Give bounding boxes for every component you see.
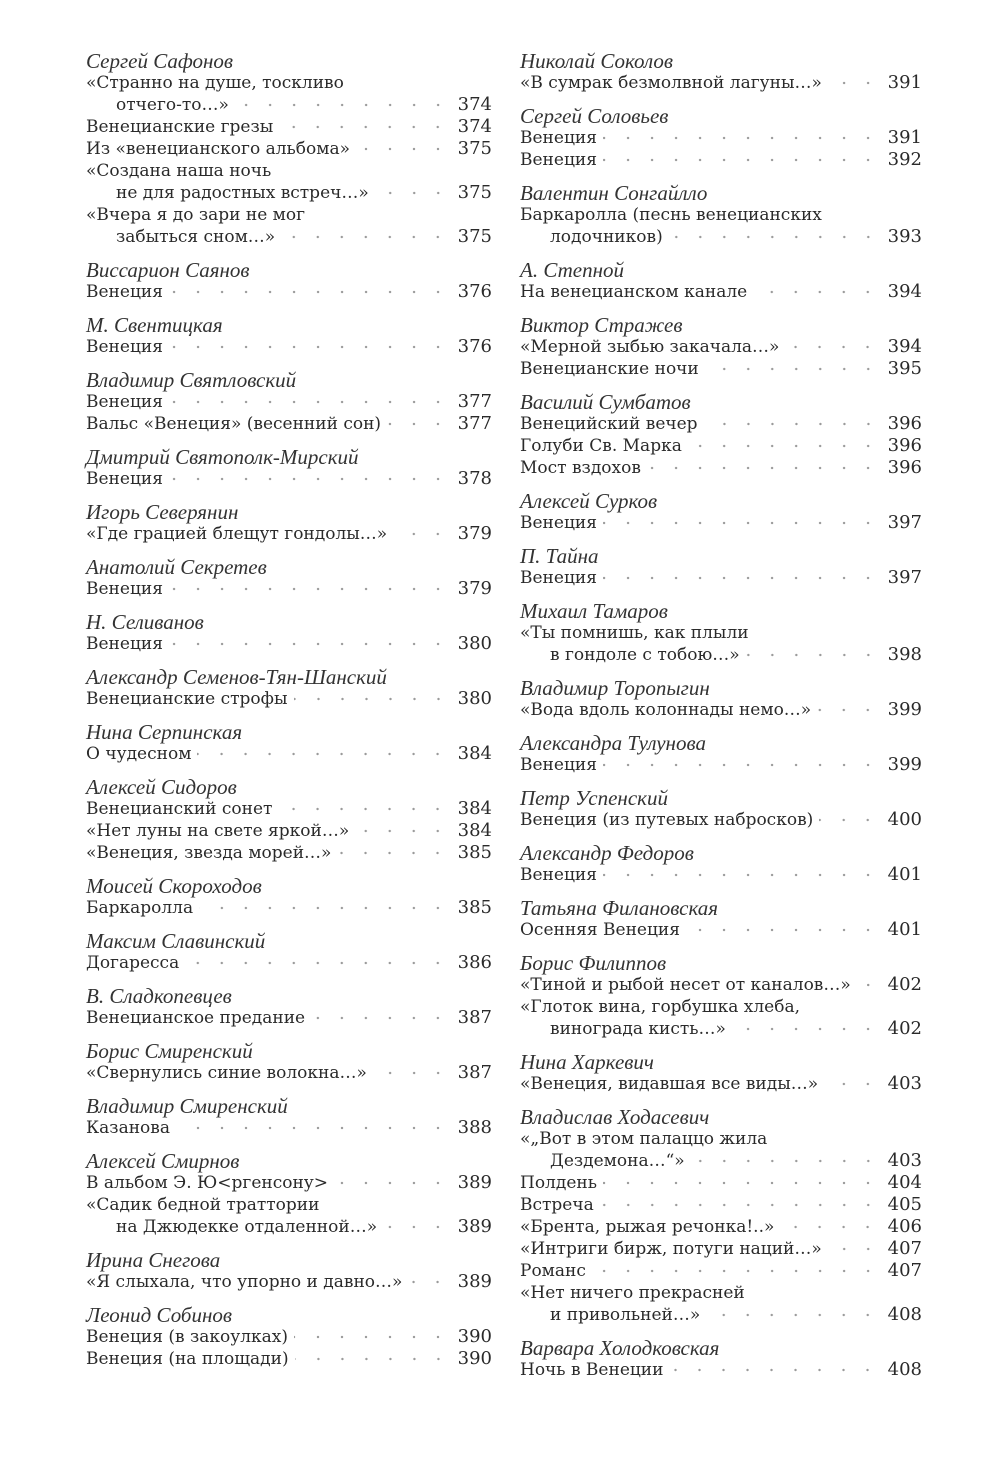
entry-title: «Мерной зыбью закачала…» [520,337,780,357]
toc-entry[interactable] [520,1282,922,1326]
dot-leader [705,365,880,373]
entry-title: Венеция [86,634,163,654]
entry-title: «Тиной и рыбой несет от каналов…» [520,975,851,995]
page-number: 377 [457,391,492,412]
entry-title: «Венеция, звезда морей…» [86,843,332,863]
entry-title-line: «Нет ничего прекрасней [520,1283,745,1303]
page-number: 396 [887,435,922,456]
author-name: Василий Сумбатов [520,390,691,414]
dot-leader [828,79,880,87]
dot-leader [279,123,450,131]
author-name: Петр Успенский [520,786,668,810]
toc-entry[interactable] [86,688,492,710]
dot-leader [603,871,880,879]
page-number: 380 [457,633,492,654]
toc-entry[interactable] [520,974,922,996]
page-number: 377 [457,413,492,434]
page-number: 403 [887,1073,922,1094]
toc-entry[interactable] [520,699,922,721]
entry-title: Полдень [520,1173,597,1193]
toc-entry[interactable] [86,413,492,435]
entry-title: Венеция (на площади) [86,1349,289,1369]
dot-leader [603,761,880,769]
dot-leader [819,816,880,824]
page-number: 401 [887,864,922,885]
entry-title: Венеция (в закоулках) [86,1327,288,1347]
entry-title: Венеция [86,469,163,489]
entry-title: винограда кисть…» [550,1019,726,1039]
page-number: 394 [887,336,922,357]
author-name: М. Свентицкая [86,313,223,337]
author-name: Н. Селиванов [86,610,204,634]
author-name: Игорь Северянин [86,500,239,524]
author-name: В. Сладкопевцев [86,984,232,1008]
entry-title: Дездемона…“» [550,1151,685,1171]
author-name: Владимир Смиренский [86,1094,288,1118]
page-number: 408 [887,1359,922,1380]
entry-title: Венецианские ночи [520,359,699,379]
entry-title: Осенняя Венеция [520,920,680,940]
entry-title: Венеция [520,128,597,148]
entry-title: Вальс «Венеция» (весенний сон) [86,414,382,434]
toc-entry[interactable] [520,864,922,886]
entry-title-line: «Глоток вина, горбушка хлеба, [520,997,800,1017]
dot-leader [334,1179,450,1187]
toc-entry[interactable] [520,1172,922,1194]
dot-leader [383,1223,450,1231]
page-number: 392 [887,149,922,170]
entry-title: Голуби Св. Марка [520,436,682,456]
page-number: 400 [887,809,922,830]
page-number: 389 [457,1271,492,1292]
page-number: 405 [887,1194,922,1215]
entry-title-line: «Вчера я до зари не мог [86,205,306,225]
toc-entry[interactable] [86,391,492,413]
author-name: Татьяна Филановская [520,896,719,920]
entry-title: «Где грацией блещут гондолы…» [86,524,388,544]
toc-column-right [520,50,922,1381]
entry-title: «Вода вдоль колоннады немо…» [520,700,812,720]
entry-title: «Венеция, видавшая все виды…» [520,1074,819,1094]
entry-title: «Я слыхала, что упорно и давно…» [86,1272,403,1292]
dot-leader [176,1124,450,1132]
toc-entry[interactable] [86,578,492,600]
entry-title: и привольней…» [550,1305,701,1325]
entry-title: Венеция [86,579,163,599]
dot-leader [393,530,450,538]
page-number: 407 [887,1238,922,1259]
entry-title: Из «венецианского альбома» [86,139,350,159]
dot-leader [169,398,450,406]
toc-entry[interactable] [86,633,492,655]
entry-title: не для радостных встреч…» [116,183,369,203]
entry-title-line: «Садик бедной траттории [86,1195,320,1215]
author-name: Виссарион Саянов [86,258,250,282]
dot-leader [278,805,450,813]
dot-leader [603,519,880,527]
author-name: Варвара Холодковская [520,1336,720,1360]
author-name: Ирина Снегова [86,1248,221,1272]
page-number: 395 [887,358,922,379]
dot-leader [294,1333,450,1341]
dot-leader [337,849,450,857]
dot-leader [686,926,880,934]
toc-entry[interactable] [86,523,492,545]
entry-title: забыться сном…» [116,227,276,247]
entry-title: «Нет луны на свете яркой…» [86,821,350,841]
toc-entry[interactable] [520,1216,922,1238]
entry-title: Венецийский вечер [520,414,698,434]
entry-title: Венеция [520,755,597,775]
dot-leader [603,134,880,142]
entry-title: Венеция [520,568,597,588]
toc-entry[interactable] [520,1073,922,1095]
entry-title: Венеция [520,865,597,885]
toc-column-left [86,50,492,1370]
author-name: Нина Харкевич [520,1050,654,1074]
dot-leader [373,1069,450,1077]
dot-leader [824,1080,880,1088]
entry-title: Венеция [520,513,597,533]
entry-title: Венецианское предание [86,1008,306,1028]
entry-title: «Брента, рыжая речонка!..» [520,1217,775,1237]
dot-leader [169,475,450,483]
page-number: 374 [457,116,492,137]
toc-entry[interactable] [86,1117,492,1139]
toc-entry[interactable] [86,1348,492,1370]
entry-title: «Свернулись синие волокна…» [86,1063,367,1083]
page-number: 375 [457,138,492,159]
page-number: 397 [887,567,922,588]
toc-entry[interactable] [86,1194,492,1238]
dot-leader [780,1223,880,1231]
page-number: 393 [887,226,922,247]
entry-title-line: Баркаролла (песнь венецианских [520,205,822,225]
dot-leader [169,343,450,351]
dot-leader [785,343,880,351]
toc-entry[interactable] [86,1326,492,1348]
author-name: Сергей Соловьев [520,104,669,128]
page-number: 396 [887,457,922,478]
entry-title: Казанова [86,1118,170,1138]
dot-leader [603,156,880,164]
toc-entry[interactable] [86,820,492,842]
author-name: Дмитрий Святополк-Мирский [86,445,359,469]
toc-entry[interactable] [520,567,922,589]
entry-title: Венецианские строфы [86,689,288,709]
author-name: Александр Семенов-Тян-Шанский [86,665,387,689]
dot-leader [592,1267,880,1275]
page-number: 391 [887,72,922,93]
dot-leader [600,1201,880,1209]
author-name: Валентин Сонгайлло [520,181,708,205]
toc-entry[interactable] [520,1194,922,1216]
author-name: Моисей Скороходов [86,874,262,898]
page-number: 378 [457,468,492,489]
entry-title-line: «Ты помнишь, как плыли [520,623,749,643]
page-number: 402 [887,974,922,995]
dot-leader [817,706,880,714]
dot-leader [828,1245,880,1253]
author-name: Александра Тулунова [520,731,706,755]
page-number: 391 [887,127,922,148]
entry-title: О чудесном [86,744,192,764]
toc-entry[interactable] [520,457,922,479]
page-number: 376 [457,336,492,357]
toc-entry[interactable] [520,622,922,666]
entry-title: Баркаролла [86,898,194,918]
toc-entry[interactable] [86,1172,492,1194]
dot-leader [375,189,450,197]
page-number: 394 [887,281,922,302]
entry-title: Догаресса [86,953,180,973]
entry-title-line: «Создана наша ночь [86,161,272,181]
toc-entry[interactable] [520,281,922,303]
author-name: Николай Соколов [520,49,674,73]
author-name: Владимир Торопыгин [520,676,710,700]
toc-entry[interactable] [86,798,492,820]
entry-title: Венеция [86,337,163,357]
page-number: 408 [887,1304,922,1325]
dot-leader [688,442,880,450]
dot-leader [355,827,450,835]
toc-entry[interactable] [520,512,922,534]
toc-entry[interactable] [520,336,922,358]
author-name: Анатолий Секретев [86,555,267,579]
dot-leader [311,1014,450,1022]
toc-entry[interactable] [520,1359,922,1381]
page-number: 397 [887,512,922,533]
page-number: 399 [887,754,922,775]
page-number: 398 [887,644,922,665]
page-number: 387 [457,1062,492,1083]
toc-entry[interactable] [86,204,492,248]
toc-entry[interactable] [520,413,922,435]
author-name: Владислав Ходасевич [520,1105,710,1129]
page-number: 387 [457,1007,492,1028]
page-number: 402 [887,1018,922,1039]
dot-leader [732,1025,880,1033]
entry-title: Венеция [86,392,163,412]
page-number: 390 [457,1348,492,1369]
dot-leader [706,1311,880,1319]
page-number: 386 [457,952,492,973]
toc-entry[interactable] [520,204,922,248]
page-number: 379 [457,578,492,599]
entry-title: В альбом Э. Ю<ргенсону> [86,1173,329,1193]
dot-leader [295,1355,450,1363]
entry-title: На венецианском канале [520,282,748,302]
entry-title: Венецианский сонет [86,799,273,819]
author-name: Владимир Святловский [86,368,297,392]
page-number: 406 [887,1216,922,1237]
toc-entry[interactable] [86,1062,492,1084]
dot-leader [704,420,880,428]
entry-title: отчего-то…» [116,95,229,115]
author-name: Нина Серпинская [86,720,243,744]
dot-leader [235,101,450,109]
toc-entry[interactable] [520,149,922,171]
toc-entry[interactable] [520,996,922,1040]
author-name: Алексей Сурков [520,489,658,513]
page-number: 396 [887,413,922,434]
dot-leader [356,145,450,153]
dot-leader [857,981,880,989]
dot-leader [169,288,450,296]
author-name: Михаил Тамаров [520,599,668,623]
toc-entry[interactable] [520,919,922,941]
page-number: 389 [457,1172,492,1193]
entry-title: «В сумрак безмолвной лагуны…» [520,73,822,93]
entry-title: Венеция [520,150,597,170]
toc-entry[interactable] [86,952,492,974]
toc-entry[interactable] [520,72,922,94]
entry-title: Венеция (из путевых набросков) [520,810,814,830]
toc-entry[interactable] [520,358,922,380]
entry-title: Венецианские грезы [86,117,274,137]
author-name: Александр Федоров [520,841,694,865]
dot-leader [185,959,450,967]
entry-title: Мост вздохов [520,458,641,478]
toc-entry[interactable] [520,1260,922,1282]
author-name: А. Степной [520,258,625,282]
entry-title: «Интриги бирж, потуги наций…» [520,1239,822,1259]
author-name: Алексей Смирнов [86,1149,240,1173]
dot-leader [169,640,450,648]
page-number: 384 [457,798,492,819]
page-number: 380 [457,688,492,709]
toc-entry[interactable] [520,1128,922,1172]
toc-entry[interactable] [86,743,492,765]
entry-title-line: «„Вот в этом палаццо жила [520,1129,768,1149]
page-number: 389 [457,1216,492,1237]
dot-leader [294,695,451,703]
toc-entry[interactable] [520,435,922,457]
page-number: 388 [457,1117,492,1138]
dot-leader [669,233,880,241]
dot-leader [746,651,880,659]
page-number: 375 [457,182,492,203]
page-number: 384 [457,820,492,841]
page-number: 390 [457,1326,492,1347]
author-name: Борис Смиренский [86,1039,253,1063]
dot-leader [199,904,450,912]
dot-leader [647,464,880,472]
author-name: Максим Славинский [86,929,266,953]
entry-title: лодочников) [550,227,663,247]
author-name: Леонид Собинов [86,1303,233,1327]
page-number: 403 [887,1150,922,1171]
page-number: 376 [457,281,492,302]
toc-entry[interactable] [86,897,492,919]
dot-leader [387,420,450,428]
toc-entry[interactable] [86,281,492,303]
dot-leader [603,574,880,582]
page-number: 404 [887,1172,922,1193]
entry-title: Романс [520,1261,586,1281]
toc-entry[interactable] [520,754,922,776]
dot-leader [197,750,450,758]
entry-title: на Джюдекке отдаленной…» [116,1217,378,1237]
dot-leader [603,1179,880,1187]
author-name: П. Тайна [520,544,599,568]
page-number: 399 [887,699,922,720]
toc-entry[interactable] [86,336,492,358]
entry-title: Встреча [520,1195,594,1215]
author-name: Виктор Стражев [520,313,683,337]
toc-entry[interactable] [86,1271,492,1293]
toc-entry[interactable] [86,138,492,160]
entry-title: в гондоле с тобою…» [550,645,740,665]
dot-leader [408,1278,450,1286]
entry-title: Ночь в Венеции [520,1360,664,1380]
dot-leader [169,585,450,593]
author-name: Сергей Сафонов [86,49,234,73]
toc-entry[interactable] [86,1007,492,1029]
toc-entry[interactable] [86,116,492,138]
page-number: 385 [457,897,492,918]
dot-leader [281,233,450,241]
page-number: 379 [457,523,492,544]
toc-entry[interactable] [86,160,492,204]
page-number: 407 [887,1260,922,1281]
toc-entry[interactable] [520,1238,922,1260]
page-number: 384 [457,743,492,764]
entry-title: Венеция [86,282,163,302]
page-number: 374 [457,94,492,115]
page-number: 385 [457,842,492,863]
dot-leader [691,1157,880,1165]
toc-entry[interactable] [520,127,922,149]
dot-leader [669,1366,880,1374]
entry-title-line: «Странно на душе, тоскливо [86,73,344,93]
toc-entry[interactable] [86,842,492,864]
author-name: Борис Филиппов [520,951,667,975]
page-number: 375 [457,226,492,247]
toc-entry[interactable] [86,72,492,116]
page-number: 401 [887,919,922,940]
dot-leader [753,288,880,296]
toc-entry[interactable] [520,809,922,831]
toc-entry[interactable] [86,468,492,490]
author-name: Алексей Сидоров [86,775,237,799]
